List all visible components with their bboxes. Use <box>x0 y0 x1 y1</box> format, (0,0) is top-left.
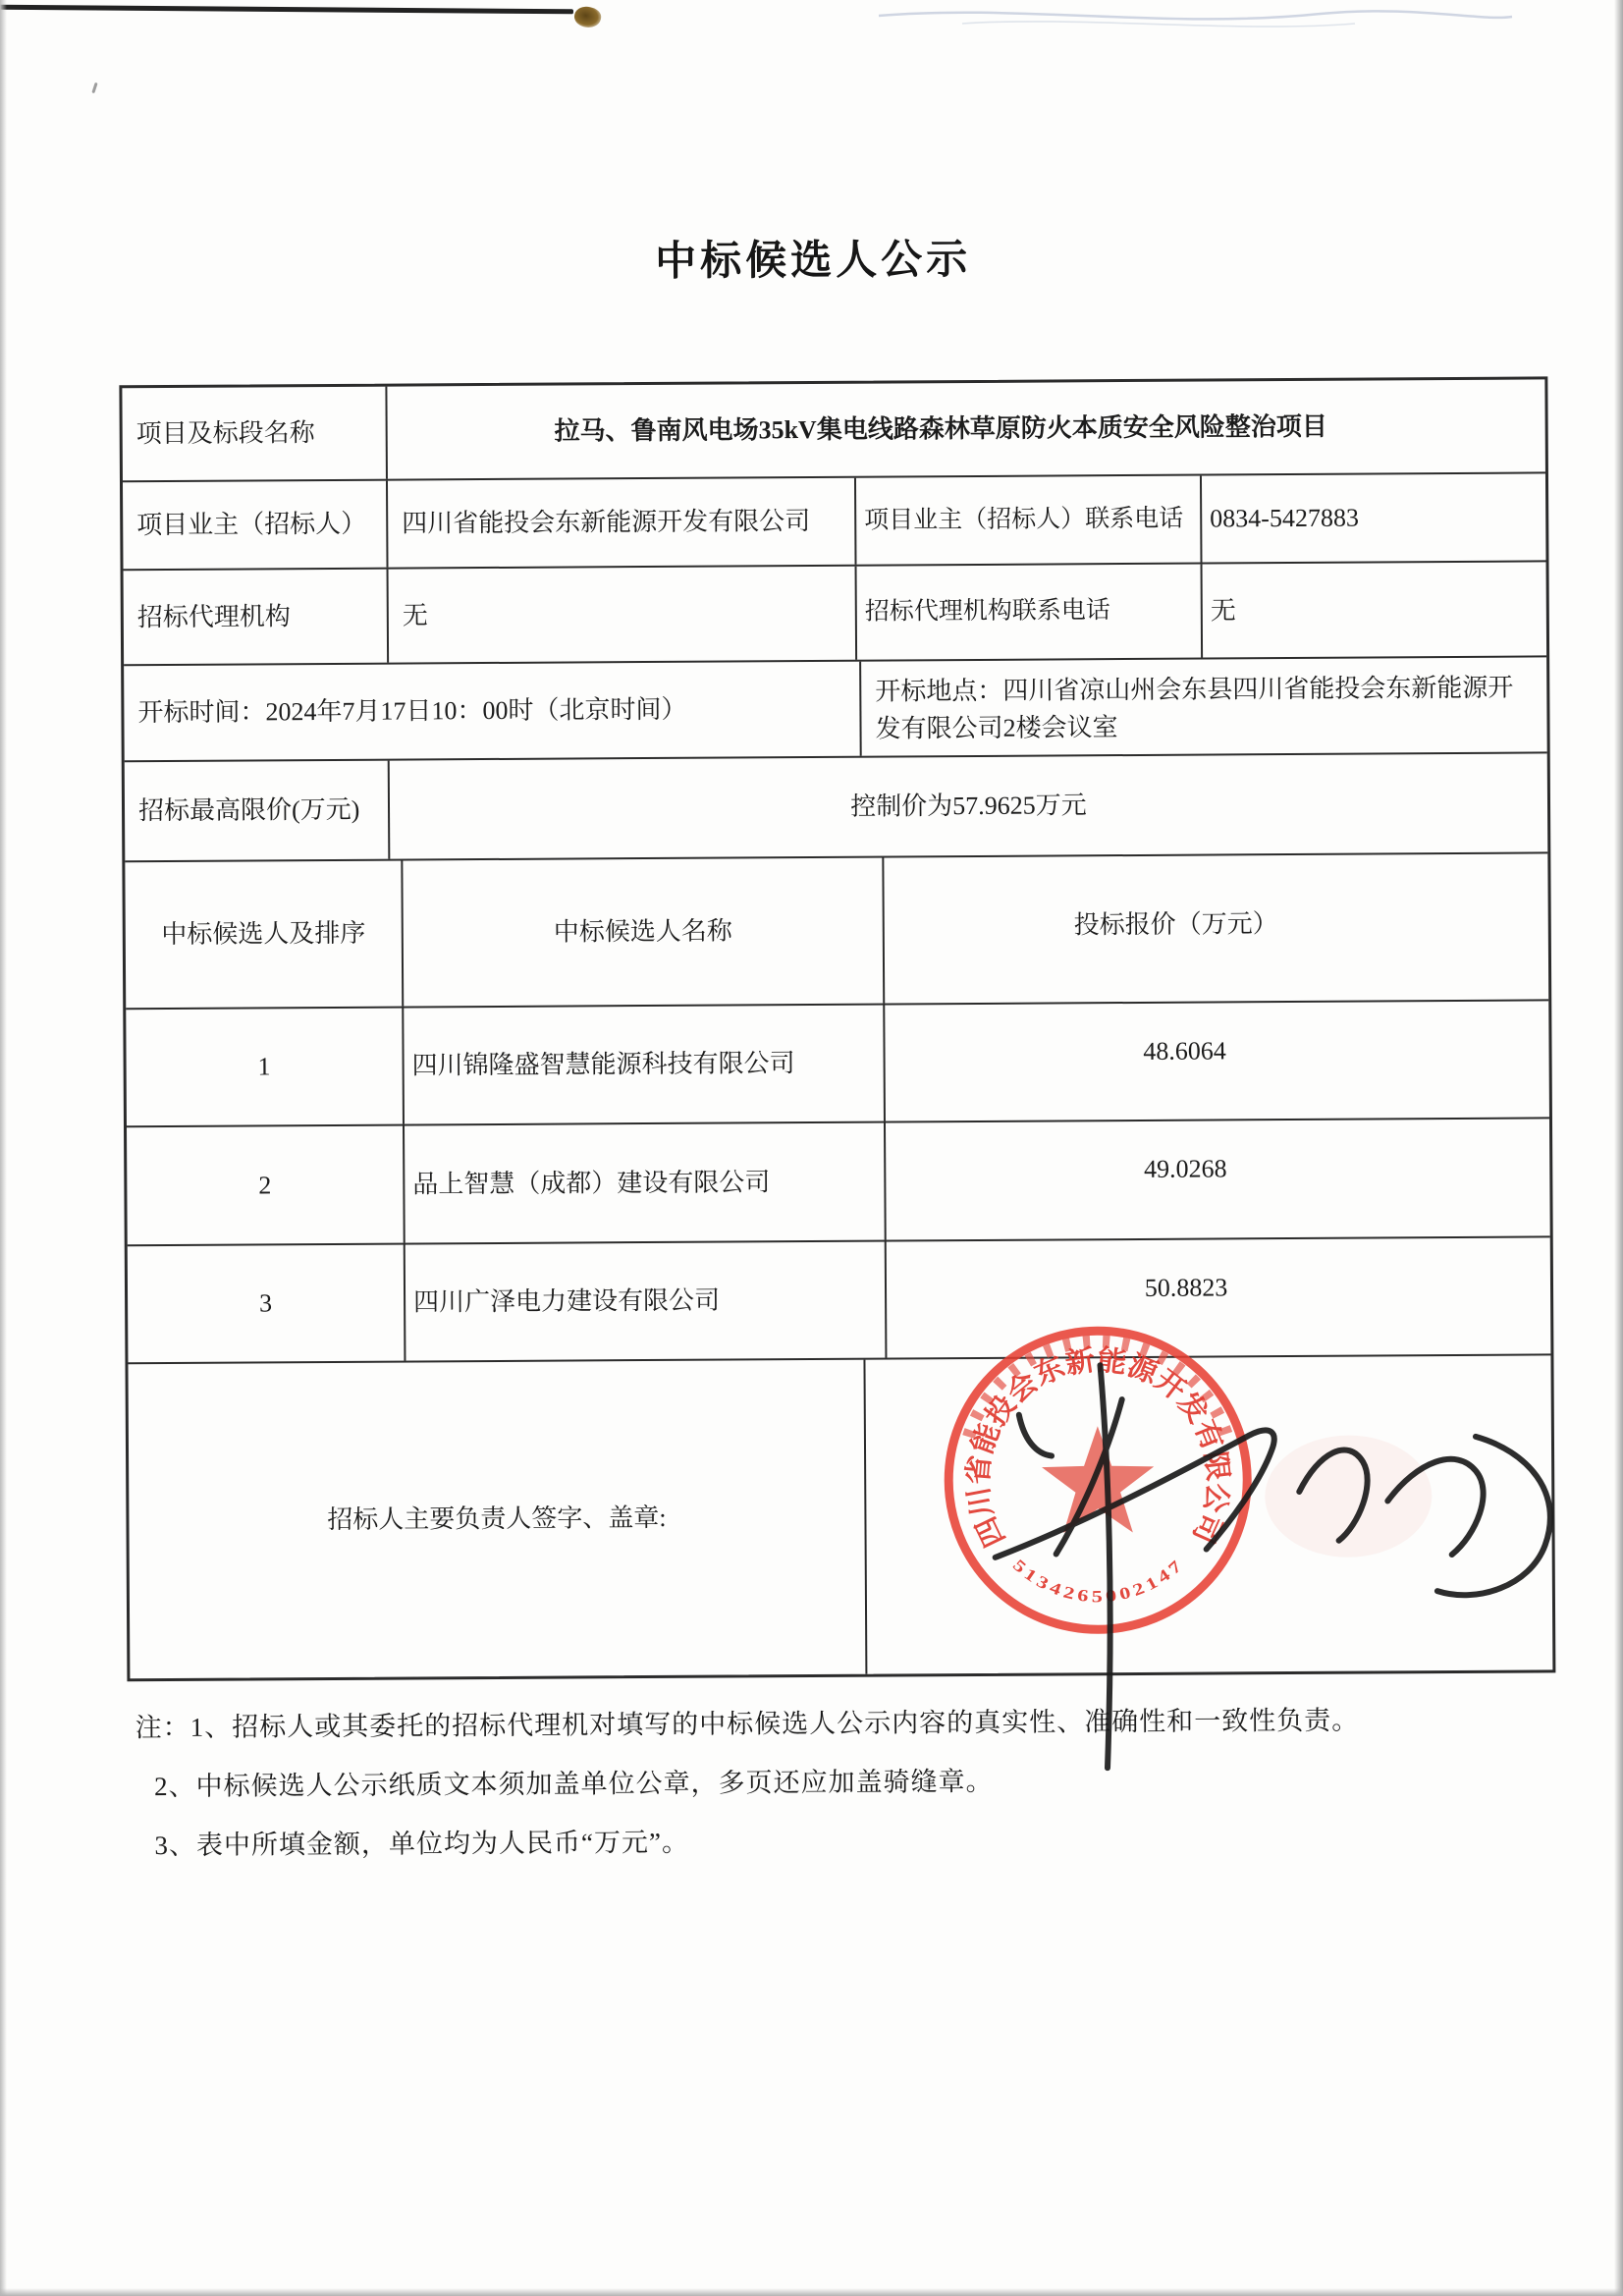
seal-star <box>1042 1426 1155 1533</box>
agency-phone-label: 招标代理机构联系电话 <box>855 565 1202 660</box>
table-row <box>125 751 1548 860</box>
opening-place-cell: 开标地点：四川省凉山州会东县四川省能投会东新能源开发有限公司2楼会议室 <box>859 657 1547 755</box>
candidate-rank: 1 <box>257 1052 271 1081</box>
candidate-name: 四川广泽电力建设有限公司 <box>404 1242 886 1361</box>
table-row <box>124 655 1547 760</box>
owner-phone-label: 项目业主（招标人）联系电话 <box>854 476 1201 565</box>
candidate-name: 四川锦隆盛智慧能源科技有限公司 <box>402 1006 884 1124</box>
candidate-price: 50.8823 <box>885 1237 1551 1357</box>
owner-label: 项目业主（招标人） <box>136 509 367 540</box>
candidate-rank: 2 <box>258 1171 272 1200</box>
agency-phone-value: 无 <box>1201 562 1547 657</box>
table-row <box>123 471 1546 569</box>
candidate-rank: 3 <box>259 1288 273 1318</box>
candidate-row <box>127 1117 1550 1244</box>
project-name-value: 拉马、鲁南风电场35kV集电线路森林草原防火本质安全风险整治项目 <box>385 379 1545 478</box>
page-title: 中标候选人公示 <box>654 237 972 285</box>
table-row <box>122 379 1545 480</box>
agency-value: 无 <box>387 567 856 663</box>
scan-edge-bottom <box>0 2288 1623 2296</box>
max-price-value: 控制价为57.9625万元 <box>388 753 1548 858</box>
seal-company-arc: 四川省能投会东新能源开发有限公司 <box>962 1344 1233 1552</box>
header-price: 投标报价（万元） <box>882 853 1548 1003</box>
max-price-label: 招标最高限价(万元) <box>137 794 360 826</box>
candidate-price: 48.6064 <box>883 1001 1549 1121</box>
note-line: 注：1、招标人或其委托的招标代理机对填写的中标候选人公示内容的真实性、准确性和一致性负责。 <box>135 1705 1360 1743</box>
opening-time-cell: 开标时间：2024年7月17日10：00时（北京时间） <box>137 694 687 728</box>
note-line: 3、表中所填金额，单位均为人民币“万元”。 <box>154 1827 690 1861</box>
agency-label: 招标代理机构 <box>136 601 291 631</box>
sign-label: 招标人主要负责人签字、盖章: <box>327 1503 667 1535</box>
scan-edge-left <box>0 0 7 2296</box>
owner-value: 四川省能投会东新能源开发有限公司 <box>386 478 855 568</box>
project-name-label: 项目及标段名称 <box>135 418 315 449</box>
seal-smear <box>1265 1435 1433 1558</box>
table-header-row <box>125 851 1548 1008</box>
candidate-name: 品上智慧（成都）建设有限公司 <box>403 1123 885 1243</box>
candidate-price: 49.0268 <box>884 1119 1550 1239</box>
table-row <box>124 560 1547 664</box>
candidate-row <box>126 999 1549 1125</box>
owner-phone-value: 0834-5427883 <box>1200 473 1546 562</box>
seal-number-arc: 5134265002147 <box>1008 1556 1186 1607</box>
scan-artifact-squiggle <box>0 0 1623 47</box>
header-name: 中标候选人名称 <box>401 858 883 1007</box>
note-line: 2、中标候选人公示纸质文本须加盖单位公章，多页还应加盖骑缝章。 <box>154 1766 994 1802</box>
scan-edge-right <box>1614 0 1623 2296</box>
header-rank: 中标候选人及排序 <box>161 918 366 950</box>
